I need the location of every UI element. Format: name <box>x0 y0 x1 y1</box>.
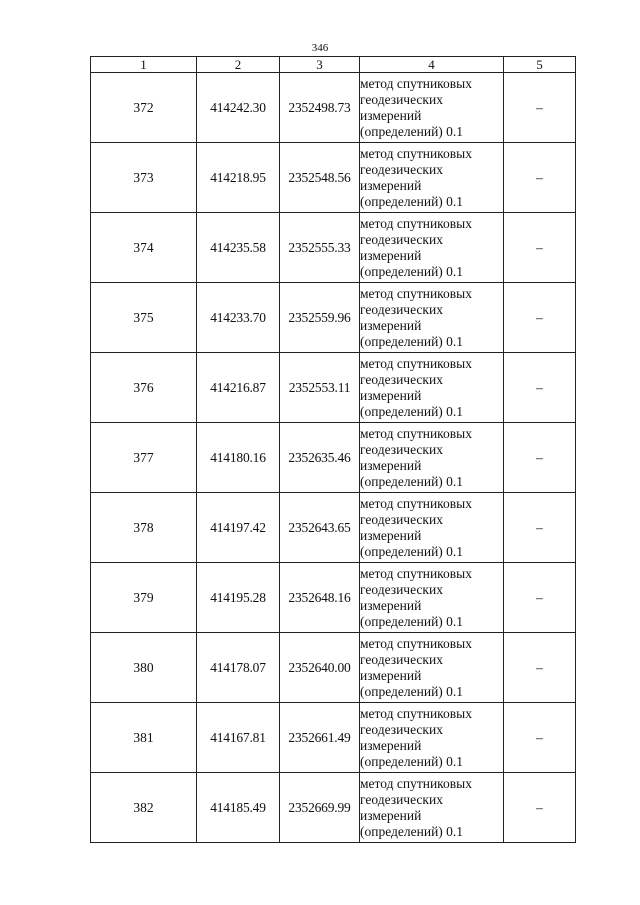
method-text-line: измерений <box>360 387 422 403</box>
table-row <box>91 563 576 633</box>
table-row <box>91 283 576 353</box>
method-text-line: измерений <box>360 667 422 683</box>
method-text-line: (определений) 0.1 <box>360 823 464 839</box>
table-row <box>91 493 576 563</box>
note-cell: – <box>504 143 576 213</box>
coordinate-y-cell: 2352555.33 <box>280 213 360 283</box>
table-header-row <box>91 57 576 73</box>
method-text-line: геодезических <box>360 441 443 457</box>
method-text-line: измерений <box>360 457 422 473</box>
method-text-line: (определений) 0.1 <box>360 403 464 419</box>
point-number-cell: 382 <box>91 773 197 843</box>
coordinate-y-cell: 2352548.56 <box>280 143 360 213</box>
method-text-line: (определений) 0.1 <box>360 263 464 279</box>
table-row <box>91 703 576 773</box>
header-cell-3: 3 <box>280 57 360 73</box>
note-cell: – <box>504 283 576 353</box>
coordinate-x-cell: 414185.49 <box>197 773 280 843</box>
method-text-line: измерений <box>360 247 422 263</box>
method-text-line: геодезических <box>360 511 443 527</box>
coordinate-x-cell: 414233.70 <box>197 283 280 353</box>
coordinate-y-cell: 2352648.16 <box>280 563 360 633</box>
method-text-line: геодезических <box>360 791 443 807</box>
point-number-cell: 375 <box>91 283 197 353</box>
method-text-line: метод спутниковых <box>360 705 472 721</box>
method-cell <box>360 633 504 703</box>
table-row <box>91 73 576 143</box>
method-cell <box>360 73 504 143</box>
coordinate-y-cell: 2352498.73 <box>280 73 360 143</box>
method-cell <box>360 773 504 843</box>
method-text-line: геодезических <box>360 371 443 387</box>
method-cell <box>360 143 504 213</box>
coordinate-x-cell: 414195.28 <box>197 563 280 633</box>
note-cell: – <box>504 563 576 633</box>
page-number: 346 <box>311 42 329 54</box>
coordinate-x-cell: 414242.30 <box>197 73 280 143</box>
method-text-line: геодезических <box>360 581 443 597</box>
method-text-line: метод спутниковых <box>360 355 472 371</box>
note-cell: – <box>504 423 576 493</box>
header-cell-2: 2 <box>197 57 280 73</box>
method-cell <box>360 703 504 773</box>
coordinate-x-cell: 414216.87 <box>197 353 280 423</box>
method-text-line: измерений <box>360 107 422 123</box>
point-number-cell: 379 <box>91 563 197 633</box>
method-text-line: геодезических <box>360 651 443 667</box>
method-text-line: метод спутниковых <box>360 285 472 301</box>
coordinate-y-cell: 2352640.00 <box>280 633 360 703</box>
method-text-line: метод спутниковых <box>360 215 472 231</box>
method-text-line: (определений) 0.1 <box>360 473 464 489</box>
point-number-cell: 377 <box>91 423 197 493</box>
note-cell: – <box>504 633 576 703</box>
method-text-line: (определений) 0.1 <box>360 333 464 349</box>
method-text-line: измерений <box>360 807 422 823</box>
method-text-line: (определений) 0.1 <box>360 753 464 769</box>
method-cell <box>360 283 504 353</box>
header-cell-1: 1 <box>91 57 197 73</box>
method-text-line: измерений <box>360 597 422 613</box>
point-number-cell: 374 <box>91 213 197 283</box>
method-cell <box>360 213 504 283</box>
method-text-line: геодезических <box>360 301 443 317</box>
method-text-line: измерений <box>360 737 422 753</box>
method-text-line: измерений <box>360 317 422 333</box>
table-row <box>91 143 576 213</box>
method-text-line: метод спутниковых <box>360 425 472 441</box>
note-cell: – <box>504 213 576 283</box>
point-number-cell: 372 <box>91 73 197 143</box>
coordinate-y-cell: 2352643.65 <box>280 493 360 563</box>
table-row <box>91 633 576 703</box>
method-text-line: метод спутниковых <box>360 495 472 511</box>
coordinate-x-cell: 414218.95 <box>197 143 280 213</box>
table-row <box>91 773 576 843</box>
table-row <box>91 423 576 493</box>
method-text-line: геодезических <box>360 721 443 737</box>
note-cell: – <box>504 353 576 423</box>
method-text-line: метод спутниковых <box>360 565 472 581</box>
note-cell: – <box>504 773 576 843</box>
header-cell-5: 5 <box>504 57 576 73</box>
method-text-line: (определений) 0.1 <box>360 543 464 559</box>
coordinate-y-cell: 2352661.49 <box>280 703 360 773</box>
method-text-line: (определений) 0.1 <box>360 683 464 699</box>
coordinate-x-cell: 414178.07 <box>197 633 280 703</box>
method-text-line: геодезических <box>360 91 443 107</box>
point-number-cell: 381 <box>91 703 197 773</box>
method-text-line: (определений) 0.1 <box>360 613 464 629</box>
coordinates-table <box>90 56 576 843</box>
method-cell <box>360 353 504 423</box>
point-number-cell: 373 <box>91 143 197 213</box>
header-cell-4: 4 <box>360 57 504 73</box>
note-cell: – <box>504 73 576 143</box>
note-cell: – <box>504 703 576 773</box>
table-row <box>91 213 576 283</box>
method-text-line: (определений) 0.1 <box>360 123 464 139</box>
coordinate-y-cell: 2352669.99 <box>280 773 360 843</box>
method-cell <box>360 493 504 563</box>
method-text-line: метод спутниковых <box>360 145 472 161</box>
method-text-line: геодезических <box>360 161 443 177</box>
point-number-cell: 380 <box>91 633 197 703</box>
coordinate-x-cell: 414235.58 <box>197 213 280 283</box>
method-text-line: (определений) 0.1 <box>360 193 464 209</box>
coordinate-y-cell: 2352553.11 <box>280 353 360 423</box>
coordinate-x-cell: 414167.81 <box>197 703 280 773</box>
table-row <box>91 353 576 423</box>
method-cell <box>360 563 504 633</box>
method-text-line: измерений <box>360 527 422 543</box>
point-number-cell: 378 <box>91 493 197 563</box>
note-cell: – <box>504 493 576 563</box>
coordinate-y-cell: 2352635.46 <box>280 423 360 493</box>
method-text-line: метод спутниковых <box>360 635 472 651</box>
method-text-line: измерений <box>360 177 422 193</box>
coordinate-x-cell: 414197.42 <box>197 493 280 563</box>
method-cell <box>360 423 504 493</box>
coordinate-y-cell: 2352559.96 <box>280 283 360 353</box>
method-text-line: геодезических <box>360 231 443 247</box>
method-text-line: метод спутниковых <box>360 75 472 91</box>
coordinate-x-cell: 414180.16 <box>197 423 280 493</box>
method-text-line: метод спутниковых <box>360 775 472 791</box>
point-number-cell: 376 <box>91 353 197 423</box>
